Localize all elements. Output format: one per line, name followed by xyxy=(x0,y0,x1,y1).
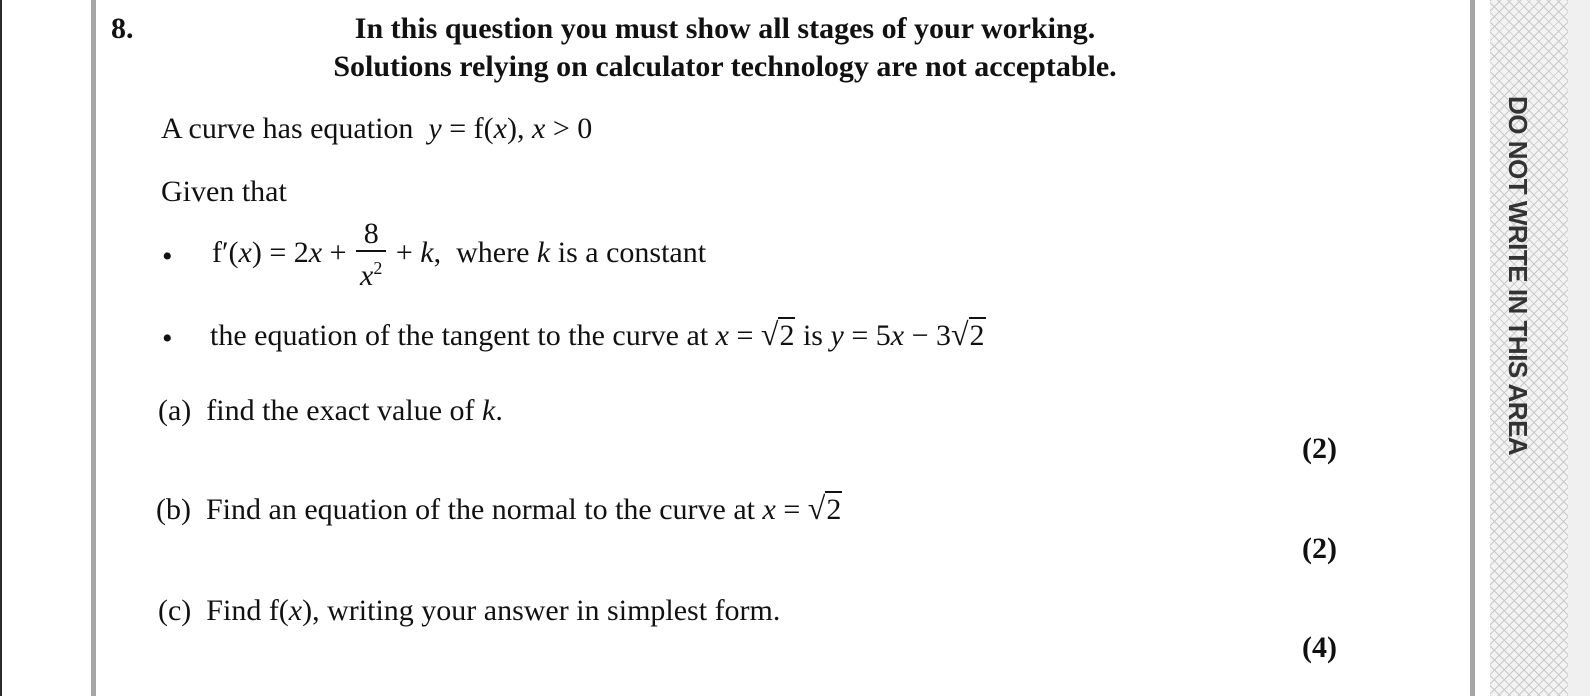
part-b-text: Find an equation of the normal to the curve at xyxy=(205,493,763,526)
var-x: x xyxy=(360,259,374,292)
part-a-label: (a) xyxy=(158,394,192,427)
part-c-text-end: ), writing your answer in simplest form. xyxy=(302,594,781,627)
var-k: k xyxy=(420,235,434,269)
given-that: Given that xyxy=(161,175,287,208)
fraction-denominator xyxy=(356,252,386,292)
var-x: x xyxy=(715,319,729,352)
var-x: x xyxy=(493,112,507,145)
full-stop: . xyxy=(495,394,503,427)
var-k: k xyxy=(536,235,551,269)
part-a-text: find the exact value of xyxy=(206,394,483,427)
sqrt-arg: 2 xyxy=(779,319,795,352)
sqrt-arg: 2 xyxy=(826,493,842,526)
eq-part: = 5 xyxy=(843,319,891,352)
part-c-text: Find f( xyxy=(206,594,289,627)
part-a-marks: (2) xyxy=(1302,432,1337,465)
instruction-line-1: In this question you must show all stages of your working. xyxy=(354,12,1096,45)
var-x: x xyxy=(531,112,546,145)
bullet-1-marker: • xyxy=(162,240,173,273)
var-y: y xyxy=(428,112,442,145)
is-text: is xyxy=(795,319,831,352)
do-not-write-label: DO NOT WRITE IN THIS AREA xyxy=(1503,96,1533,456)
curve-lead: A curve has equation xyxy=(161,112,414,145)
var-k: k xyxy=(482,394,496,427)
fraction-8-over-x-squared xyxy=(356,218,386,292)
var-x: x xyxy=(308,235,323,269)
eq-part: ), xyxy=(506,112,532,145)
bullet-1-derivative xyxy=(212,218,706,292)
instruction-line-2: Solutions relying on calculator technology are not acceptable. xyxy=(333,50,1117,83)
eq-part: = f( xyxy=(441,112,494,145)
comma: , xyxy=(433,235,442,269)
part-b-marks: (2) xyxy=(1302,532,1337,565)
sqrt-arg: 2 xyxy=(969,319,985,352)
part-c-label: (c) xyxy=(158,594,192,627)
question-number: 8. xyxy=(111,12,134,45)
part-a xyxy=(158,394,503,428)
part-b xyxy=(156,490,842,527)
constant-text: is a constant xyxy=(550,235,707,269)
curve-statement xyxy=(161,112,592,146)
sqrt-2: √2 xyxy=(950,316,985,352)
bullet-2-tangent xyxy=(210,316,986,353)
part-c-marks: (4) xyxy=(1302,631,1337,664)
left-margin-bar xyxy=(91,0,96,696)
var-x: x xyxy=(762,493,776,526)
plus-sign: + xyxy=(388,235,421,269)
fprime: f′( xyxy=(212,235,239,269)
where-text: where xyxy=(456,235,537,269)
plus-sign: + xyxy=(322,235,355,269)
eq-part: ) = 2 xyxy=(251,235,309,269)
margin-strip xyxy=(1568,0,1590,696)
part-b-label: (b) xyxy=(156,493,191,526)
equals: = xyxy=(775,493,808,526)
right-margin-bar xyxy=(1470,0,1475,696)
var-x: x xyxy=(238,235,252,269)
var-x: x xyxy=(288,594,303,627)
var-x: x xyxy=(890,319,905,352)
eq-condition: > 0 xyxy=(545,112,593,145)
minus-part: − 3 xyxy=(904,319,951,352)
bullet-2-marker: • xyxy=(162,322,173,355)
tangent-text: the equation of the tangent to the curve at xyxy=(210,319,716,352)
part-c xyxy=(158,594,780,628)
exponent: 2 xyxy=(373,258,383,278)
equals: = xyxy=(728,319,761,352)
var-y: y xyxy=(830,319,844,352)
sqrt-2: √2 xyxy=(807,490,842,526)
sqrt-2: √2 xyxy=(760,316,795,352)
page-edge xyxy=(0,0,2,696)
fraction-numerator: 8 xyxy=(363,217,379,250)
